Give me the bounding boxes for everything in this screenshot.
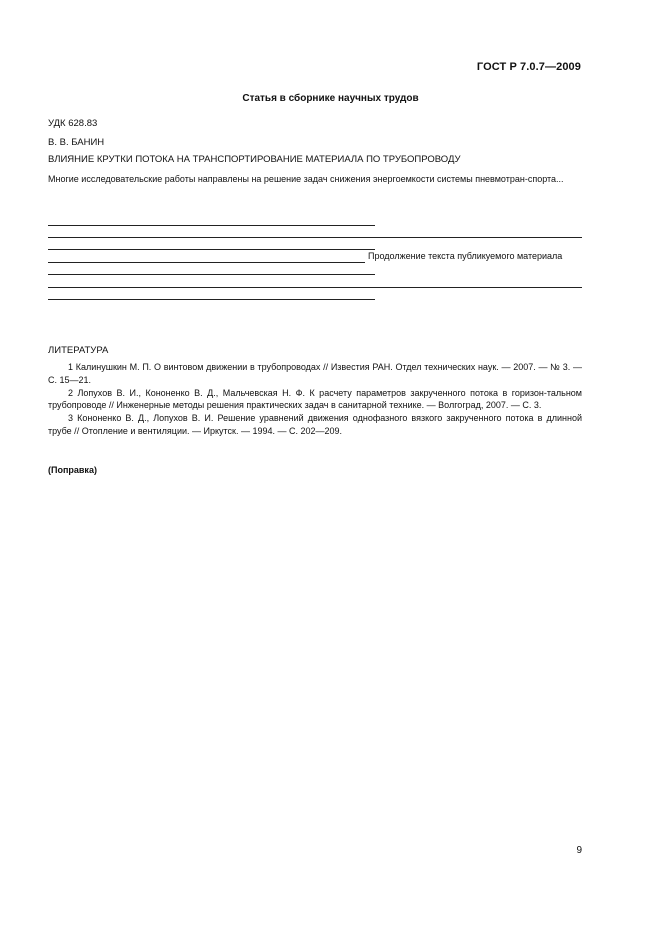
standard-number: ГОСТ Р 7.0.7—2009	[476, 61, 581, 73]
continuation-note: Продолжение текста публикуемого материала	[368, 251, 563, 261]
page-number: 9	[576, 845, 582, 856]
placeholder-line	[48, 237, 582, 238]
literature-heading: ЛИТЕРАТУРА	[48, 345, 109, 356]
placeholder-line	[48, 299, 375, 300]
placeholder-line	[48, 262, 365, 263]
reference-item: 1 Калинушкин М. П. О винтовом движении в трубопроводах // Известия РАН. Отдел технических наук. — 2007. — № 3. — С. 15—21.	[48, 362, 582, 385]
placeholder-line	[48, 274, 375, 275]
placeholder-line	[48, 287, 582, 288]
udk-code: УДК 628.83	[48, 118, 98, 129]
placeholder-line	[48, 225, 375, 226]
correction-note: (Поправка)	[48, 465, 97, 475]
section-title: Статья в сборнике научных трудов	[242, 93, 419, 104]
article-abstract: Многие исследовательские работы направлены на решение задач снижения энергоемкости системы пневмотран-спорта...	[48, 174, 564, 184]
article-author: В. В. БАНИН	[48, 137, 105, 148]
reference-item: 2 Лопухов В. И., Кононенко В. Д., Мальчевская Н. Ф. К расчету параметров закрученного потока в горизон-тальном трубопроводе // Инженерные методы решения практических задач в санитарной технике. — Волгоград, 2007. — С. 3.	[48, 387, 582, 410]
article-title: ВЛИЯНИЕ КРУТКИ ПОТОКА НА ТРАНСПОРТИРОВАНИЕ МАТЕРИАЛА ПО ТРУБОПРОВОДУ	[48, 154, 461, 165]
placeholder-line	[48, 249, 375, 250]
reference-item: 3 Кононенко В. Д., Лопухов В. И. Решение уравнений движения однофазного вязкого закрученного потока в длинной трубе // Отопление и вентиляции. — Иркутск. — 1994. — С. 202—209.	[48, 413, 582, 436]
reference-list	[48, 361, 582, 438]
